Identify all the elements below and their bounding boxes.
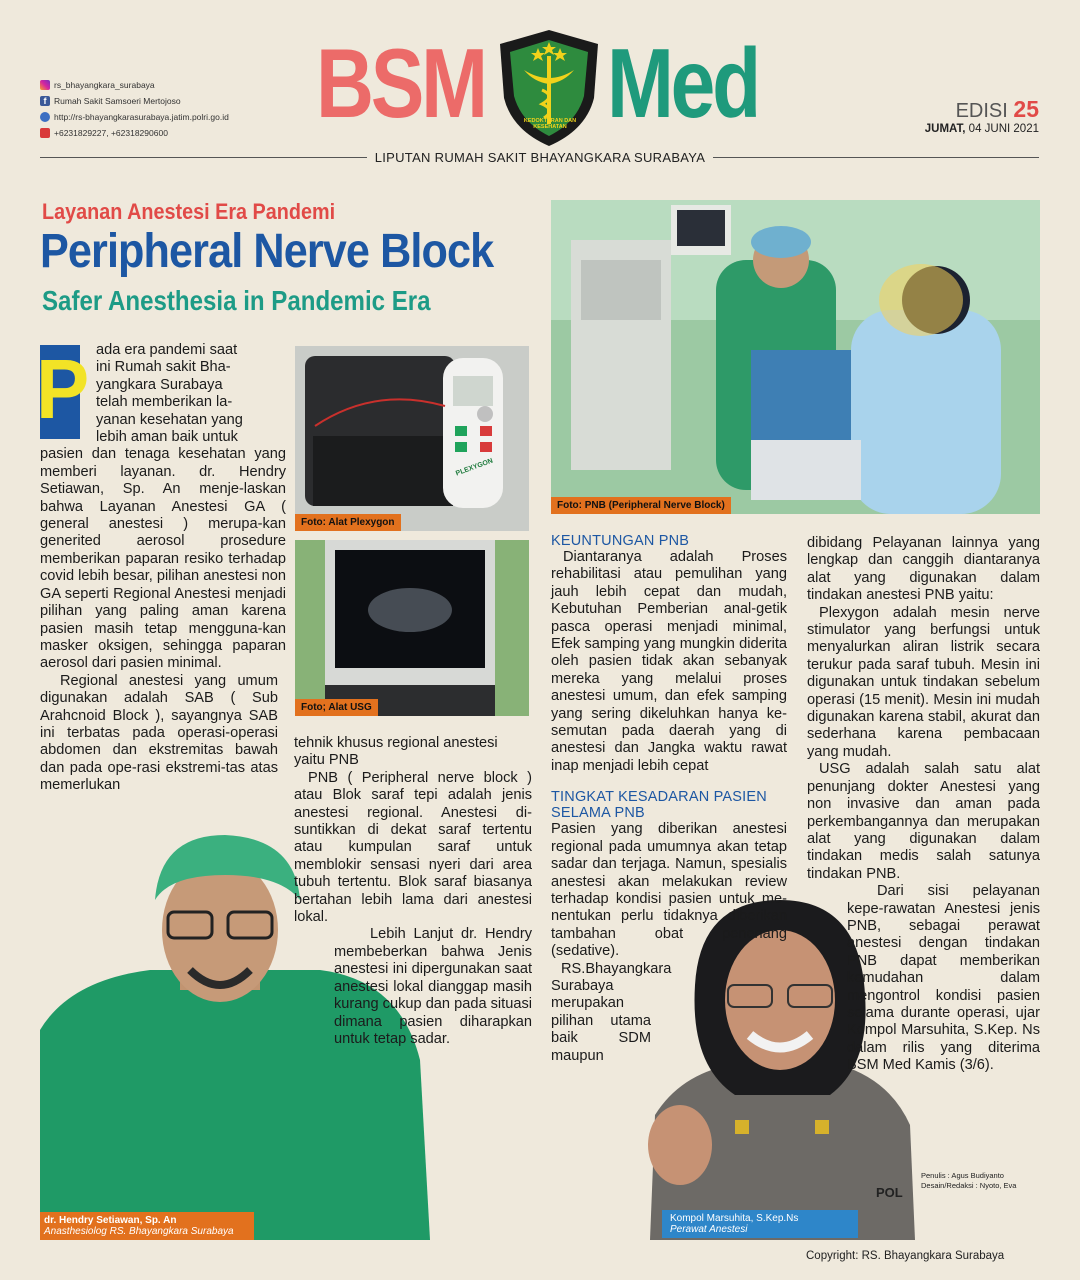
column-3 (551, 533, 787, 1065)
logo-med: Med (607, 28, 758, 138)
tagline-wrap (0, 149, 1080, 167)
section-title-line: SELAMA PNB (551, 805, 645, 822)
nurse-caption (662, 1210, 858, 1238)
photo-pnb-caption: Foto: PNB (Peripheral Nerve Block) (551, 497, 731, 514)
doctor-name: dr. Hendry Setiawan, Sp. An (44, 1215, 177, 1226)
headline: Peripheral Nerve Block (40, 225, 494, 278)
paragraph: RS.Bhayangkara Surabaya merupakan pilihan utama baik SDM maupun (551, 960, 672, 1064)
web-icon (40, 112, 50, 122)
contact-instagram[interactable] (40, 78, 229, 91)
contact-list (40, 78, 229, 139)
paragraph: Diantaranya adalah Proses rehabilitasi atau pemulihan yang jauh lebih cepat dan mudah, Kebutuhan Pemberian anal-getik pasca operasi menjadi minimal, Efek samping yang mungkin diderita oleh pasien tidak akan sebanyak mereka yang melalui proses anestesi umum, dan efek samping yang sering dikeluhkan hanya ke-semutan pada daerah yang di anestesi dan Jangka waktu rawat inap menjadi lebih cepat (551, 549, 787, 774)
emblem-text: KEDOKTERAN DAN KESEHATAN (523, 118, 577, 130)
doctor-role: Anasthesiolog RS. Bhayangkara Surabaya (44, 1226, 234, 1237)
logo-bsm: BSM (316, 28, 485, 138)
lead-line: ada era pandemi saat (96, 342, 238, 358)
section-title-line: TINGKAT KESADARAN PASIEN (551, 789, 767, 806)
paragraph: PNB ( Peripheral nerve block ) atau Blok saraf tepi adalah jenis anestesi regional. Anestesi di-suntikkan di dekat saraf tertentu atau kumpulan saraf untuk memblokir sensasi nyeri dari area tubuh tertentu. Blok saraf biasanya bertahan lebih lama dari anestesi lokal. (294, 769, 532, 926)
lead-line: lebih aman baik untuk (96, 429, 238, 446)
copyright: Copyright: RS. Bhayangkara Surabaya (806, 1250, 1005, 1262)
paragraph: Plexygon adalah mesin nerve stimulator yang berfungsi untuk menyalurkan aliran listrik secara terukur pada saraf tubuh. Mesin ini digunakan untuk tindakan sebelum operasi (15 menit). Mesin ini mudah digunakan karena stabil, akurat dan sederhana karena pembacaan yang mudah. (807, 604, 1040, 760)
issue-day: JUMAT, (924, 123, 966, 135)
paragraph: Lebih Lanjut dr. Hendry membeberkan bahwa Jenis anestesi ini dipergunakan saat anestesi lokal dianggap masih kurang cukup dan pada situasi dimana pasien diharapkan untuk tetap sadar. (334, 926, 532, 1047)
lead-line: telah memberikan la- (96, 394, 233, 411)
paragraph: Pasien yang diberikan anestesi regional pada umumnya akan tetap sadar dan terjaga. Namun, spesialis anestesi akan melakukan review terhadap kondisi pasien untuk me-nentukan perlu tidaknya diberikan tambahan obat penenang (sedative). (551, 821, 787, 960)
paragraph: pasien dan tenaga kesehatan yang memberi layanan. dr. Hendry Setiawan, Sp. An menje-laskan bahwa Layanan Anestesi GA ( general anestesi ) merupa-kan generited aerosol prosedure memberikan paparan resiko terhadap covid lebih besar, pilihan anestesi non GA seperti Regional Anestesi menjadi pilihan yang paling aman karena pasien masih tetap mengguna-kan masker oksigen, sehingga paparan aerosol dari pasien minimal. (40, 446, 286, 672)
edition (925, 96, 1039, 123)
paragraph: Dari sisi pelayanan kepe-rawatan Anestesi jenis PNB, sebagai perawat anestesi dengan tindakan PNB dapat memberikan kemudahan dalam mengontrol kondisi pasien selama durante operasi, ujar Kompol Marsuhita, S.Kep. Ns dalam rilis yang diterima BSM Med Kamis (3/6). (847, 883, 1040, 1074)
contact-web[interactable] (40, 110, 229, 123)
lead-line: yangkara Surabaya (96, 376, 223, 393)
lead-line: ini Rumah sakit Bha- (96, 359, 231, 376)
paragraph: Regional anestesi yang umum digunakan adalah SAB ( Sub Arahcnoid Block ), sayangnya SAB ini terbatas pada operasi-operasi abdomen dan ekstremitas bawah dan pada ope-rasi ekstremi-tas atas memerlukan (40, 672, 278, 794)
nurse-name: Kompol Marsuhita, S.Kep.Ns (670, 1213, 799, 1224)
photo-plexygon-illustration (295, 346, 529, 531)
phone-icon (40, 128, 50, 138)
section-title-awareness (551, 789, 787, 821)
subhead: Safer Anesthesia in Pandemic Era (42, 285, 431, 316)
issue-date-value: 04 JUNI 2021 (968, 123, 1039, 135)
contact-phone[interactable] (40, 126, 229, 139)
photo-pnb (551, 200, 1040, 514)
contact-text: rs_bhayangkara_surabaya (54, 79, 155, 90)
credits (921, 1171, 1016, 1191)
photo-pnb-illustration (551, 200, 1040, 514)
doctor-caption (40, 1212, 254, 1240)
photo-plexygon (295, 346, 529, 531)
nurse-badge: POL (876, 1185, 903, 1200)
column-1 (40, 342, 286, 795)
contact-text: Rumah Sakit Samsoeri Mertojoso (54, 95, 181, 106)
kicker: Layanan Anestesi Era Pandemi (42, 199, 336, 224)
nurse-role: Perawat Anestesi (670, 1224, 748, 1235)
lead-line: yanan kesehatan yang (96, 411, 243, 428)
contact-text: http://rs-bhayangkarasurabaya.jatim.polri.go.id (54, 111, 229, 122)
edition-label: EDISI (955, 100, 1008, 122)
edition-block (925, 96, 1039, 135)
paragraph: dibidang Pelayanan lainnya yang lengkap dan canggih diantaranya alat yang digunakan dalam tindakan anestesi PNB yaitu: (807, 535, 1040, 604)
plexygon-brand: PLEXYGON (454, 457, 494, 478)
paragraph: USG adalah salah satu alat penunjang dokter Anestesi yang non invasive dan aman pada perkembangannya dan merupakan alat yang digunakan dalam tindakan medis salah satunya tindakan PNB. (807, 761, 1040, 882)
writer-credit: Penulis : Agus Budiyanto (921, 1171, 1004, 1180)
photo-usg (295, 540, 529, 716)
tagline: LIPUTAN RUMAH SAKIT BHAYANGKARA SURABAYA (367, 150, 714, 165)
column-4 (807, 535, 1040, 1075)
facebook-icon: f (40, 96, 50, 106)
edition-number: 25 (1013, 96, 1039, 122)
section-title-benefits: KEUNTUNGAN PNB (551, 533, 690, 549)
photo-usg-illustration (295, 540, 529, 716)
contact-facebook[interactable] (40, 94, 229, 107)
design-credit: Desain/Redaksi : Nyoto, Eva (921, 1181, 1017, 1190)
issue-date (925, 123, 1039, 135)
photo-usg-caption: Foto; Alat USG (295, 699, 378, 716)
dropcap-letter: P (36, 342, 90, 436)
paragraph: tehnik khusus regional anestesi yaitu PNB (294, 735, 498, 769)
column-2 (294, 735, 532, 1048)
contact-text: +6231829227, +6231829060​0 (54, 127, 168, 138)
emblem-shield-icon (494, 26, 604, 150)
instagram-icon (40, 80, 50, 90)
photo-plexygon-caption: Foto: Alat Plexygon (295, 514, 401, 531)
